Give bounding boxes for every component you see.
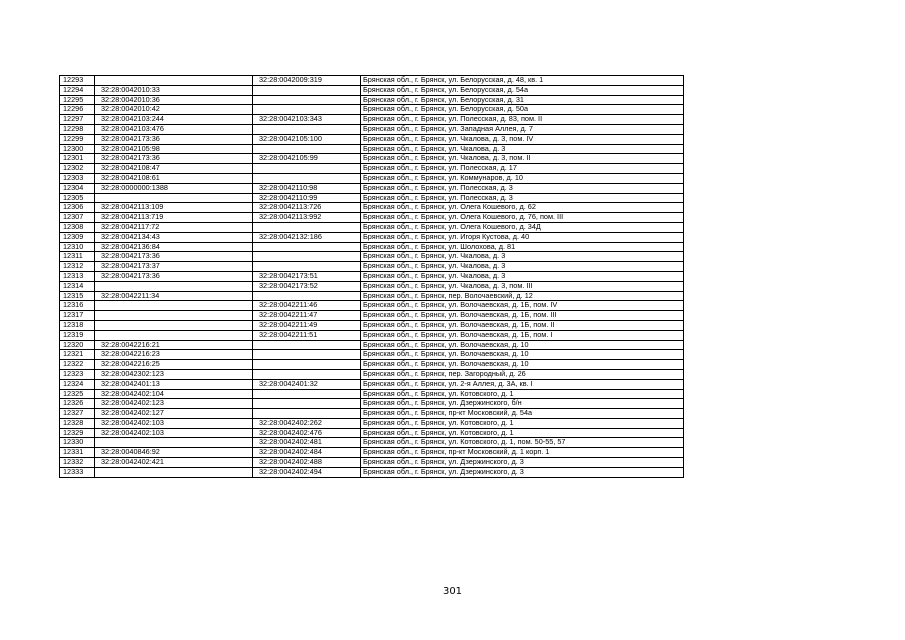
land-cadastral-number-cell: 32:28:0042173:36 [95, 252, 253, 262]
land-cadastral-number-cell: 32:28:0042103:244 [95, 115, 253, 125]
row-number-cell: 12305 [60, 193, 95, 203]
land-cadastral-number-cell: 32:28:0042134:43 [95, 232, 253, 242]
object-cadastral-number-cell: 32:28:0042211:49 [253, 320, 361, 330]
land-cadastral-number-cell: 32:28:0042211:34 [95, 291, 253, 301]
row-number-cell: 12301 [60, 154, 95, 164]
address-cell: Брянская обл., г. Брянск, ул. Волочаевская, д. 1Б, пом. III [361, 311, 684, 321]
object-cadastral-number-cell: 32:28:0042009:319 [253, 76, 361, 86]
address-cell: Брянская обл., г. Брянск, пр-кт Московский, д. 1 корп. 1 [361, 448, 684, 458]
address-cell: Брянская обл., г. Брянск, ул. Коммунаров, д. 10 [361, 173, 684, 183]
row-number-cell: 12294 [60, 85, 95, 95]
table-row [60, 242, 684, 252]
table-row [60, 350, 684, 360]
object-cadastral-number-cell [253, 409, 361, 419]
row-number-cell: 12323 [60, 369, 95, 379]
object-cadastral-number-cell: 32:28:0042402:262 [253, 418, 361, 428]
object-cadastral-number-cell: 32:28:0042402:494 [253, 467, 361, 477]
address-cell: Брянская обл., г. Брянск, ул. Белорусская, д. 48, кв. 1 [361, 76, 684, 86]
table-row [60, 76, 684, 86]
object-cadastral-number-cell: 32:28:0042211:47 [253, 311, 361, 321]
object-cadastral-number-cell [253, 164, 361, 174]
object-cadastral-number-cell: 32:28:0042132:186 [253, 232, 361, 242]
address-cell: Брянская обл., г. Брянск, ул. Волочаевская, д. 10 [361, 340, 684, 350]
row-number-cell: 12293 [60, 76, 95, 86]
row-number-cell: 12316 [60, 301, 95, 311]
table-row [60, 418, 684, 428]
land-cadastral-number-cell: 32:28:0042402:104 [95, 389, 253, 399]
land-cadastral-number-cell: 32:28:0040846:92 [95, 448, 253, 458]
table-row [60, 409, 684, 419]
address-cell: Брянская обл., г. Брянск, ул. Олега Кошевого, д. 62 [361, 203, 684, 213]
land-cadastral-number-cell: 32:28:0042173:37 [95, 262, 253, 272]
object-cadastral-number-cell [253, 340, 361, 350]
object-cadastral-number-cell: 32:28:0042402:481 [253, 438, 361, 448]
land-cadastral-number-cell [95, 193, 253, 203]
object-cadastral-number-cell: 32:28:0042113:726 [253, 203, 361, 213]
address-cell: Брянская обл., г. Брянск, ул. Волочаевская, д. 10 [361, 360, 684, 370]
table-row [60, 379, 684, 389]
row-number-cell: 12315 [60, 291, 95, 301]
object-cadastral-number-cell: 32:28:0042110:98 [253, 183, 361, 193]
row-number-cell: 12322 [60, 360, 95, 370]
page-number: 301 [442, 586, 463, 597]
land-cadastral-number-cell [95, 330, 253, 340]
address-cell: Брянская обл., г. Брянск, ул. Олега Кошевого, д. 34Д [361, 222, 684, 232]
address-cell: Брянская обл., г. Брянск, ул. Волочаевская, д. 1Б, пом. I [361, 330, 684, 340]
object-cadastral-number-cell [253, 242, 361, 252]
address-cell: Брянская обл., г. Брянск, ул. Чкалова, д. 3, пом. III [361, 281, 684, 291]
row-number-cell: 12324 [60, 379, 95, 389]
table-row [60, 467, 684, 477]
row-number-cell: 12320 [60, 340, 95, 350]
land-cadastral-number-cell: 32:28:0042113:719 [95, 213, 253, 223]
row-number-cell: 12307 [60, 213, 95, 223]
land-cadastral-number-cell: 32:28:0042402:103 [95, 418, 253, 428]
address-cell: Брянская обл., г. Брянск, ул. Чкалова, д. 3 [361, 262, 684, 272]
table-row [60, 389, 684, 399]
address-cell: Брянская обл., г. Брянск, ул. Котовского, д. 1 [361, 428, 684, 438]
land-cadastral-number-cell: 32:28:0042402:103 [95, 428, 253, 438]
object-cadastral-number-cell: 32:28:0042211:51 [253, 330, 361, 340]
land-cadastral-number-cell: 32:28:0042105:98 [95, 144, 253, 154]
row-number-cell: 12311 [60, 252, 95, 262]
address-cell: Брянская обл., г. Брянск, ул. Олега Кошевого, д. 76, пом. III [361, 213, 684, 223]
table-row [60, 252, 684, 262]
address-cell: Брянская обл., г. Брянск, ул. Чкалова, д. 3 [361, 144, 684, 154]
address-cell: Брянская обл., г. Брянск, ул. Белорусская, д. 50а [361, 105, 684, 115]
table-row [60, 271, 684, 281]
address-cell: Брянская обл., г. Брянск, ул. Дзержинского, д. 3 [361, 467, 684, 477]
table-row [60, 124, 684, 134]
row-number-cell: 12303 [60, 173, 95, 183]
address-cell: Брянская обл., г. Брянск, ул. Чкалова, д. 3, пом. IV [361, 134, 684, 144]
row-number-cell: 12299 [60, 134, 95, 144]
table-row [60, 85, 684, 95]
object-cadastral-number-cell: 32:28:0042113:992 [253, 213, 361, 223]
land-cadastral-number-cell: 32:28:0042108:61 [95, 173, 253, 183]
object-cadastral-number-cell [253, 173, 361, 183]
table-row [60, 154, 684, 164]
table-row [60, 222, 684, 232]
land-cadastral-number-cell [95, 76, 253, 86]
table-row [60, 134, 684, 144]
object-cadastral-number-cell: 32:28:0042173:52 [253, 281, 361, 291]
address-cell: Брянская обл., г. Брянск, ул. Котовского, д. 1 [361, 389, 684, 399]
land-cadastral-number-cell: 32:28:0042010:42 [95, 105, 253, 115]
address-cell: Брянская обл., г. Брянск, ул. Чкалова, д. 3 [361, 252, 684, 262]
land-cadastral-number-cell: 32:28:0042103:476 [95, 124, 253, 134]
table-row [60, 428, 684, 438]
object-cadastral-number-cell [253, 399, 361, 409]
row-number-cell: 12326 [60, 399, 95, 409]
address-cell: Брянская обл., г. Брянск, ул. Белорусская, д. 54а [361, 85, 684, 95]
land-cadastral-number-cell: 32:28:0042216:23 [95, 350, 253, 360]
object-cadastral-number-cell [253, 389, 361, 399]
object-cadastral-number-cell [253, 95, 361, 105]
row-number-cell: 12332 [60, 458, 95, 468]
object-cadastral-number-cell: 32:28:0042105:99 [253, 154, 361, 164]
row-number-cell: 12317 [60, 311, 95, 321]
table-row [60, 232, 684, 242]
table-row [60, 193, 684, 203]
table-row [60, 360, 684, 370]
object-cadastral-number-cell [253, 222, 361, 232]
row-number-cell: 12314 [60, 281, 95, 291]
object-cadastral-number-cell: 32:28:0042402:476 [253, 428, 361, 438]
object-cadastral-number-cell [253, 252, 361, 262]
row-number-cell: 12304 [60, 183, 95, 193]
table-row [60, 115, 684, 125]
object-cadastral-number-cell: 32:28:0042402:488 [253, 458, 361, 468]
table-row [60, 301, 684, 311]
table-row [60, 369, 684, 379]
object-cadastral-number-cell: 32:28:0042103:343 [253, 115, 361, 125]
land-cadastral-number-cell [95, 320, 253, 330]
address-cell: Брянская обл., г. Брянск, ул. Полесская, д. 3 [361, 193, 684, 203]
row-number-cell: 12331 [60, 448, 95, 458]
table-row [60, 105, 684, 115]
land-cadastral-number-cell: 32:28:0042108:47 [95, 164, 253, 174]
land-cadastral-number-cell: 32:28:0042117:72 [95, 222, 253, 232]
table-row [60, 438, 684, 448]
table-row [60, 173, 684, 183]
object-cadastral-number-cell [253, 105, 361, 115]
object-cadastral-number-cell [253, 262, 361, 272]
row-number-cell: 12319 [60, 330, 95, 340]
land-cadastral-number-cell [95, 438, 253, 448]
address-cell: Брянская обл., г. Брянск, ул. Игоря Кустова, д. 40 [361, 232, 684, 242]
address-cell: Брянская обл., г. Брянск, ул. Чкалова, д. 3, пом. II [361, 154, 684, 164]
row-number-cell: 12309 [60, 232, 95, 242]
table-row [60, 320, 684, 330]
row-number-cell: 12302 [60, 164, 95, 174]
row-number-cell: 12330 [60, 438, 95, 448]
address-cell: Брянская обл., г. Брянск, ул. Волочаевская, д. 1Б, пом. IV [361, 301, 684, 311]
land-cadastral-number-cell: 32:28:0042402:123 [95, 399, 253, 409]
land-cadastral-number-cell: 32:28:0042402:127 [95, 409, 253, 419]
row-number-cell: 12300 [60, 144, 95, 154]
object-cadastral-number-cell: 32:28:0042401:32 [253, 379, 361, 389]
land-cadastral-number-cell: 32:28:0042136:84 [95, 242, 253, 252]
object-cadastral-number-cell: 32:28:0042211:46 [253, 301, 361, 311]
row-number-cell: 12321 [60, 350, 95, 360]
table-row [60, 448, 684, 458]
land-cadastral-number-cell: 32:28:0000000:1388 [95, 183, 253, 193]
object-cadastral-number-cell: 32:28:0042110:99 [253, 193, 361, 203]
land-cadastral-number-cell: 32:28:0042173:36 [95, 154, 253, 164]
object-cadastral-number-cell: 32:28:0042105:100 [253, 134, 361, 144]
row-number-cell: 12313 [60, 271, 95, 281]
row-number-cell: 12297 [60, 115, 95, 125]
table-row [60, 144, 684, 154]
row-number-cell: 12318 [60, 320, 95, 330]
land-cadastral-number-cell: 32:28:0042401:13 [95, 379, 253, 389]
object-cadastral-number-cell [253, 144, 361, 154]
registry-table-body [60, 76, 684, 478]
land-cadastral-number-cell: 32:28:0042113:109 [95, 203, 253, 213]
table-row [60, 458, 684, 468]
row-number-cell: 12296 [60, 105, 95, 115]
row-number-cell: 12308 [60, 222, 95, 232]
table-row [60, 399, 684, 409]
row-number-cell: 12312 [60, 262, 95, 272]
object-cadastral-number-cell [253, 350, 361, 360]
address-cell: Брянская обл., г. Брянск, ул. Волочаевская, д. 10 [361, 350, 684, 360]
object-cadastral-number-cell [253, 369, 361, 379]
row-number-cell: 12329 [60, 428, 95, 438]
row-number-cell: 12328 [60, 418, 95, 428]
table-row [60, 203, 684, 213]
address-cell: Брянская обл., г. Брянск, ул. Дзержинского, д. 3 [361, 458, 684, 468]
address-cell: Брянская обл., г. Брянск, пер. Волочаевский, д. 12 [361, 291, 684, 301]
land-cadastral-number-cell: 32:28:0042010:33 [95, 85, 253, 95]
address-cell: Брянская обл., г. Брянск, ул. Белорусская, д. 31 [361, 95, 684, 105]
land-cadastral-number-cell: 32:28:0042216:21 [95, 340, 253, 350]
address-cell: Брянская обл., г. Брянск, ул. Котовского, д. 1, пом. 50-55, 57 [361, 438, 684, 448]
land-cadastral-number-cell: 32:28:0042402:421 [95, 458, 253, 468]
row-number-cell: 12310 [60, 242, 95, 252]
address-cell: Брянская обл., г. Брянск, пер. Загородный, д. 26 [361, 369, 684, 379]
row-number-cell: 12298 [60, 124, 95, 134]
land-cadastral-number-cell: 32:28:0042010:36 [95, 95, 253, 105]
table-row [60, 95, 684, 105]
object-cadastral-number-cell: 32:28:0042402:484 [253, 448, 361, 458]
table-row [60, 291, 684, 301]
land-cadastral-number-cell [95, 301, 253, 311]
row-number-cell: 12333 [60, 467, 95, 477]
land-cadastral-number-cell: 32:28:0042173:36 [95, 134, 253, 144]
object-cadastral-number-cell [253, 360, 361, 370]
land-cadastral-number-cell: 32:28:0042173:36 [95, 271, 253, 281]
address-cell: Брянская обл., г. Брянск, ул. Полесская, д. 83, пом. II [361, 115, 684, 125]
registry-table [59, 75, 684, 478]
table-row [60, 311, 684, 321]
address-cell: Брянская обл., г. Брянск, ул. Шолохова, д. 81 [361, 242, 684, 252]
address-cell: Брянская обл., г. Брянск, ул. Дзержинского, б/н [361, 399, 684, 409]
row-number-cell: 12306 [60, 203, 95, 213]
address-cell: Брянская обл., г. Брянск, ул. Западная Аллея, д. 7 [361, 124, 684, 134]
table-row [60, 164, 684, 174]
land-cadastral-number-cell [95, 281, 253, 291]
table-row [60, 340, 684, 350]
row-number-cell: 12325 [60, 389, 95, 399]
land-cadastral-number-cell [95, 467, 253, 477]
object-cadastral-number-cell [253, 291, 361, 301]
object-cadastral-number-cell [253, 85, 361, 95]
row-number-cell: 12327 [60, 409, 95, 419]
land-cadastral-number-cell: 32:28:0042216:25 [95, 360, 253, 370]
table-row [60, 262, 684, 272]
address-cell: Брянская обл., г. Брянск, ул. Полесская, д. 17 [361, 164, 684, 174]
table-row [60, 183, 684, 193]
address-cell: Брянская обл., г. Брянск, ул. Полесская, д. 3 [361, 183, 684, 193]
address-cell: Брянская обл., г. Брянск, ул. Волочаевская, д. 1Б, пом. II [361, 320, 684, 330]
land-cadastral-number-cell [95, 311, 253, 321]
address-cell: Брянская обл., г. Брянск, ул. Котовского, д. 1 [361, 418, 684, 428]
land-cadastral-number-cell: 32:28:0042302:123 [95, 369, 253, 379]
address-cell: Брянская обл., г. Брянск, ул. Чкалова, д. 3 [361, 271, 684, 281]
object-cadastral-number-cell [253, 124, 361, 134]
table-row [60, 213, 684, 223]
table-row [60, 330, 684, 340]
address-cell: Брянская обл., г. Брянск, пр-кт Московский, д. 54а [361, 409, 684, 419]
address-cell: Брянская обл., г. Брянск, ул. 2-я Аллея, д. 3А, кв. I [361, 379, 684, 389]
table-row [60, 281, 684, 291]
row-number-cell: 12295 [60, 95, 95, 105]
object-cadastral-number-cell: 32:28:0042173:51 [253, 271, 361, 281]
